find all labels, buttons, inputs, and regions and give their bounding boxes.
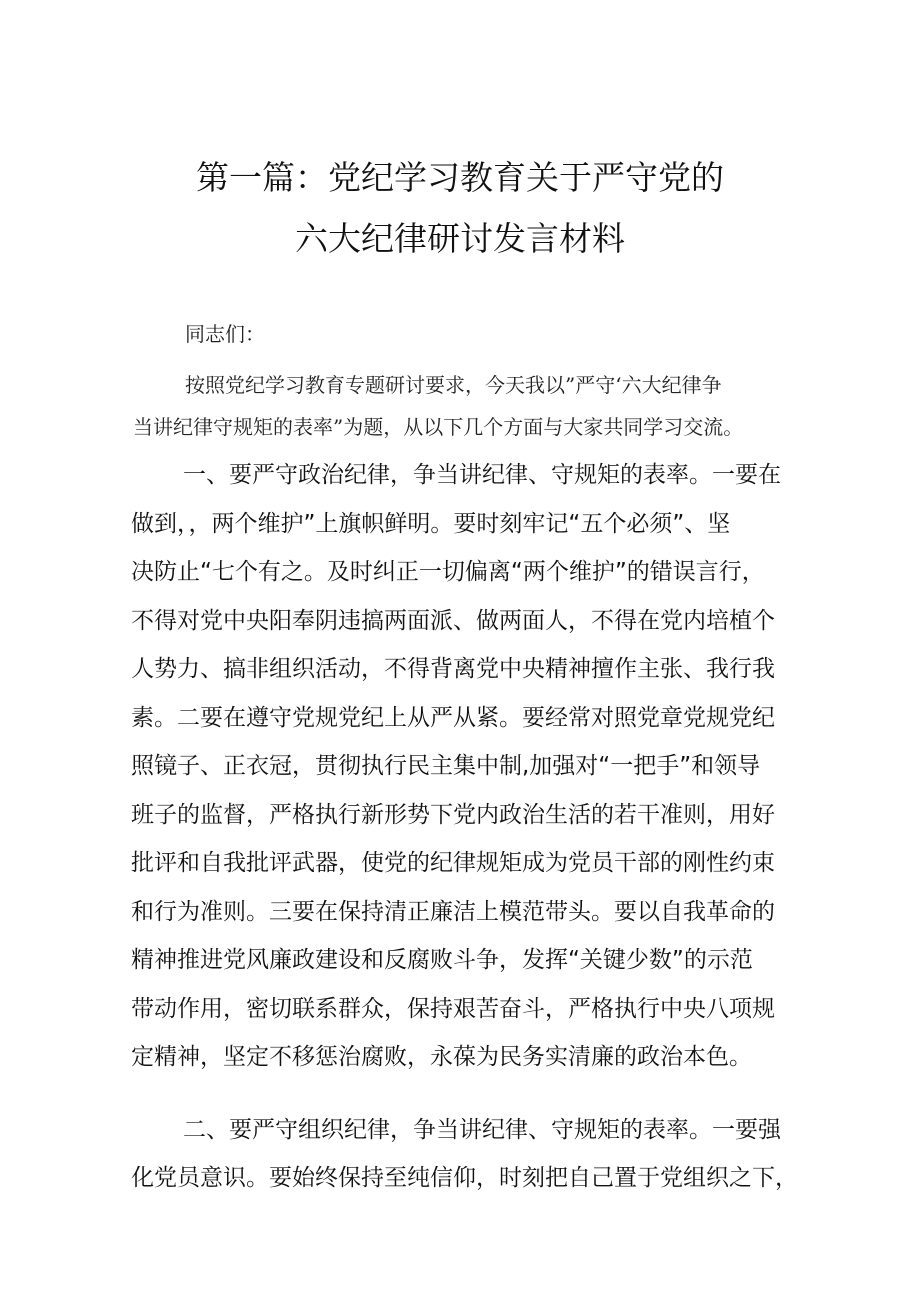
section1-line: 定精神，坚定不移惩治腐败，永葆为民务实清廉的政治本色。 <box>131 1044 752 1070</box>
section1-line: 做到，，两个维护”上旗帜鲜明。要时刻牢记“五个必须”、坚 <box>131 511 731 537</box>
section1-line: 精神推进党风廉政建设和反腐败斗争，发挥“关键少数”的示范 <box>131 947 753 973</box>
section1-line: 和行为准则。三要在保持清正廉洁上模范带头。要以自我革命的 <box>131 899 775 925</box>
intro-line: 当讲纪律守规矩的表率”为题，从以下几个方面与大家共同学习交流。 <box>133 415 744 439</box>
section2-line: 二、要严守组织纪律，争当讲纪律、守规矩的表率。一要强 <box>183 1117 781 1143</box>
section1-line: 班子的监督，严格执行新形势下党内政治生活的若干准则，用好 <box>131 802 775 828</box>
document-title-line-1: 第一篇：党纪学习教育关于严守党的 <box>196 158 724 197</box>
section1-line: 带动作用，密切联系群众，保持艰苦奋斗，严格执行中央八项规 <box>131 996 775 1022</box>
section1-line: 决防止“七个有之。及时纠正一切偏离“两个维护”的错误言行， <box>131 559 765 585</box>
section1-line: 不得对党中央阳奉阴违搞两面派、做两面人，不得在党内培植个 <box>131 608 775 634</box>
section1-line: 批评和自我批评武器，使党的纪律规矩成为党员干部的刚性约束 <box>131 850 775 876</box>
document-title-line-2: 六大纪律研讨发言材料 <box>295 219 625 258</box>
section1-line: 人势力、搞非组织活动，不得背离党中央精神擅作主张、我行我 <box>131 656 775 682</box>
intro-line: 按照党纪学习教育专题研讨要求，今天我以”严守‘六大纪律争 <box>185 373 722 397</box>
section1-line: 照镜子、正衣冠，贯彻执行民主集中制,加强对“一把手”和领导 <box>131 753 761 779</box>
greeting: 同志们： <box>185 322 265 346</box>
section2-line: 化党员意识。要始终保持至纯信仰，时刻把自己置于党组织之下， <box>131 1165 798 1191</box>
section1-line: 一、要严守政治纪律，争当讲纪律、守规矩的表率。一要在 <box>183 462 781 488</box>
section1-line: 素。二要在遵守党规党纪上从严从紧。要经常对照党章党规党纪 <box>131 705 775 731</box>
